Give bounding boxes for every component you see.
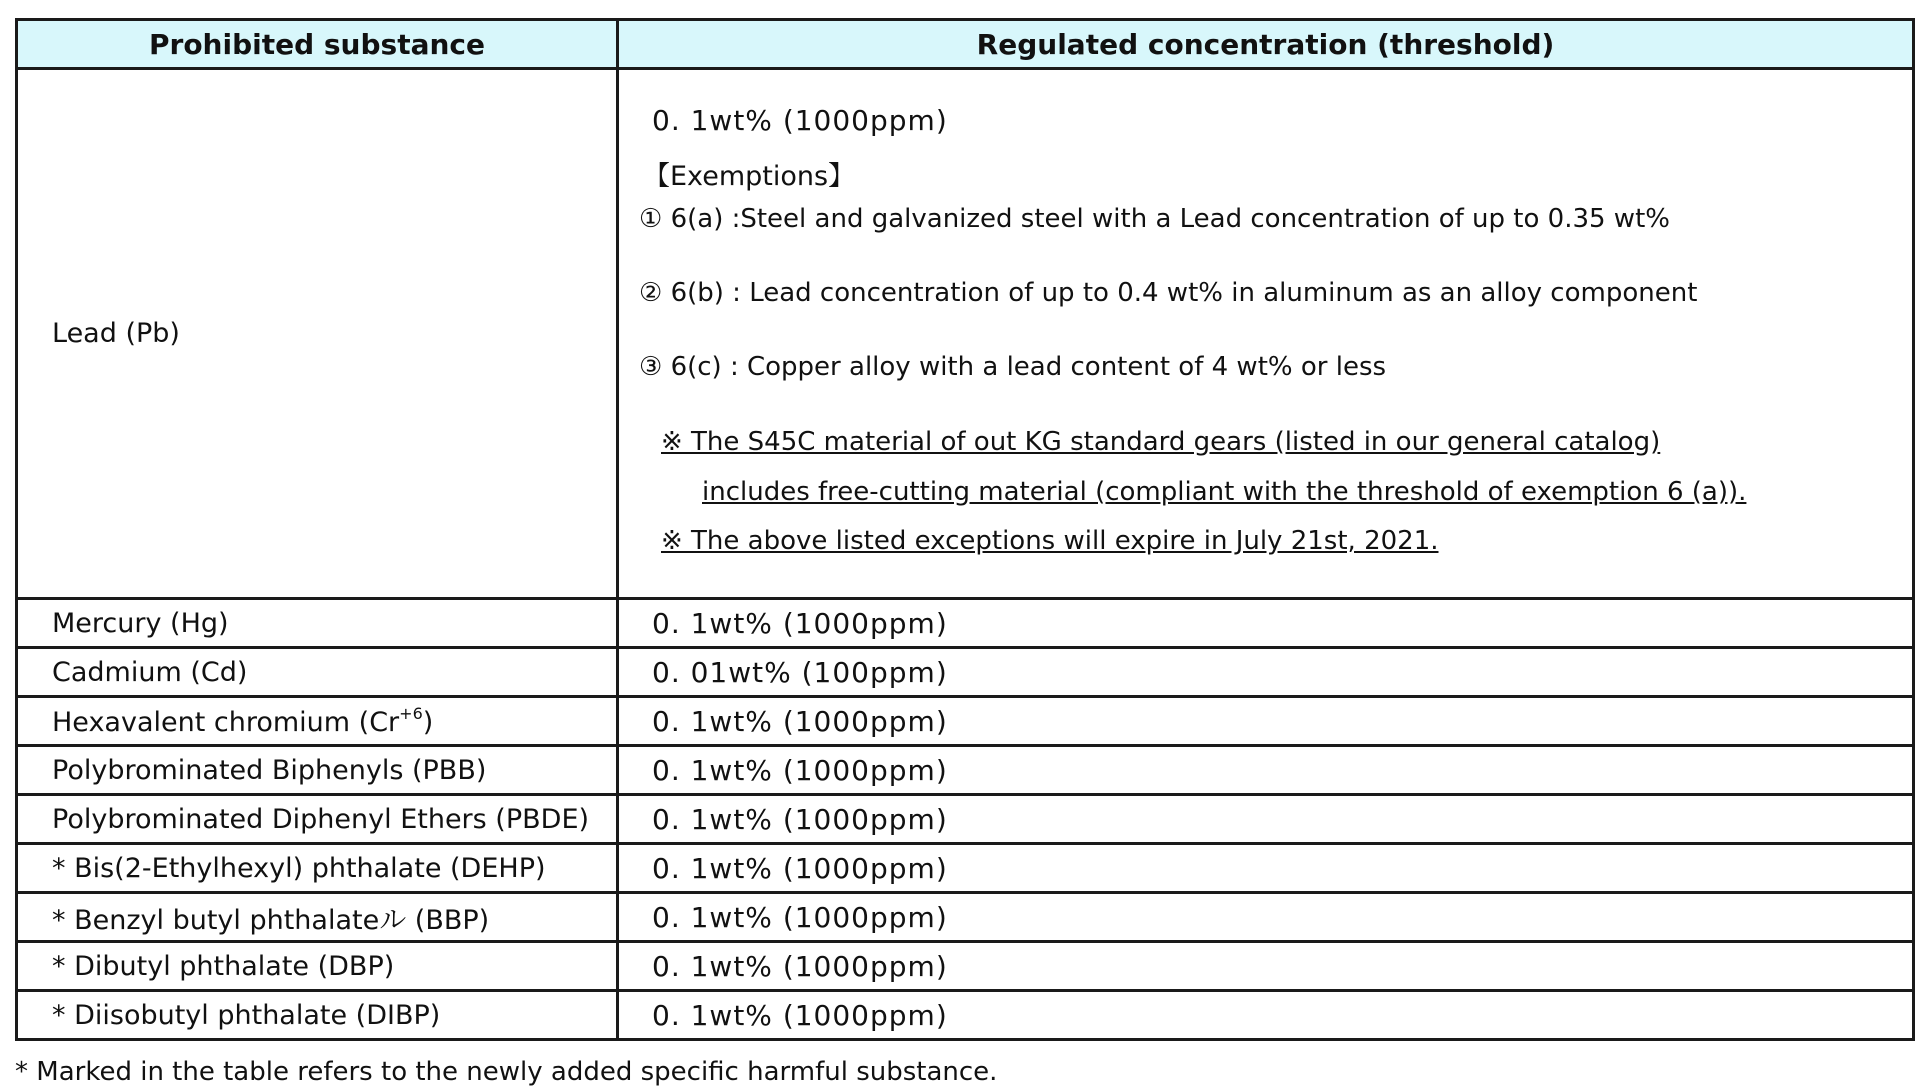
substance-cell <box>17 697 618 746</box>
concentration-cell: 0. 1wt% (1000ppm) <box>618 942 1914 991</box>
exemptions-heading: 【Exemptions】 <box>643 161 856 192</box>
note-line: ※ The above listed exceptions will expire in July 21st, 2021. <box>661 526 1439 556</box>
exemption-item: ③ 6(c) : Copper alloy with a lead content of 4 wt% or less <box>639 352 1387 382</box>
substance-cell: * Benzyl butyl phthalateル (BBP) <box>17 893 618 942</box>
table-row <box>17 648 1914 697</box>
substance-cell: Cadmium (Cd) <box>17 648 618 697</box>
header-concentration: Regulated concentration (threshold) <box>618 20 1914 69</box>
table-row <box>17 599 1914 648</box>
concentration-cell: 0. 1wt% (1000ppm) <box>618 746 1914 795</box>
substance-cell: * Bis(2-Ethylhexyl) phthalate (DEHP) <box>17 844 618 893</box>
footnote: * Marked in the table refers to the newly added specific harmful substance. <box>15 1057 998 1087</box>
substance-cell: Lead (Pb) <box>17 69 618 599</box>
note-line: ※ The S45C material of out KG standard gears (listed in our general catalog) <box>661 427 1661 457</box>
substance-cell: * Diisobutyl phthalate (DIBP) <box>17 991 618 1040</box>
table-row-lead <box>17 69 1914 599</box>
substance-cell: Mercury (Hg) <box>17 599 618 648</box>
lead-detail-cell <box>618 69 1914 599</box>
concentration-cell: 0. 1wt% (1000ppm) <box>618 991 1914 1040</box>
table-row <box>17 893 1914 942</box>
exemption-item: ② 6(b) : Lead concentration of up to 0.4 wt% in aluminum as an alloy component <box>639 278 1698 308</box>
concentration-cell: 0. 1wt% (1000ppm) <box>618 795 1914 844</box>
exemption-item: ① 6(a) :Steel and galvanized steel with a Lead concentration of up to 0.35 wt% <box>639 204 1670 234</box>
table-row <box>17 746 1914 795</box>
prohibited-substances-table <box>15 18 1915 1041</box>
concentration-cell: 0. 1wt% (1000ppm) <box>618 844 1914 893</box>
concentration-cell: 0. 1wt% (1000ppm) <box>618 893 1914 942</box>
substance-cell: Polybrominated Diphenyl Ethers (PBDE) <box>17 795 618 844</box>
table-row <box>17 844 1914 893</box>
oxidation-state: +6 <box>399 704 423 723</box>
concentration-cell: 0. 1wt% (1000ppm) <box>618 599 1914 648</box>
table-row <box>17 991 1914 1040</box>
substance-cell: Polybrominated Biphenyls (PBB) <box>17 746 618 795</box>
note-line: includes free-cutting material (compliant with the threshold of exemption 6 (a)). <box>702 477 1747 507</box>
table-row <box>17 795 1914 844</box>
table-header-row <box>17 20 1914 69</box>
table-row <box>17 697 1914 746</box>
header-substance: Prohibited substance <box>17 20 618 69</box>
concentration-cell: 0. 01wt% (100ppm) <box>618 648 1914 697</box>
lead-concentration: 0. 1wt% (1000ppm) <box>652 104 948 137</box>
concentration-cell: 0. 1wt% (1000ppm) <box>618 697 1914 746</box>
substance-text: Hexavalent chromium (Cr <box>52 707 400 738</box>
substance-text-suffix: ) <box>422 707 434 738</box>
table-row <box>17 942 1914 991</box>
substance-cell: * Dibutyl phthalate (DBP) <box>17 942 618 991</box>
